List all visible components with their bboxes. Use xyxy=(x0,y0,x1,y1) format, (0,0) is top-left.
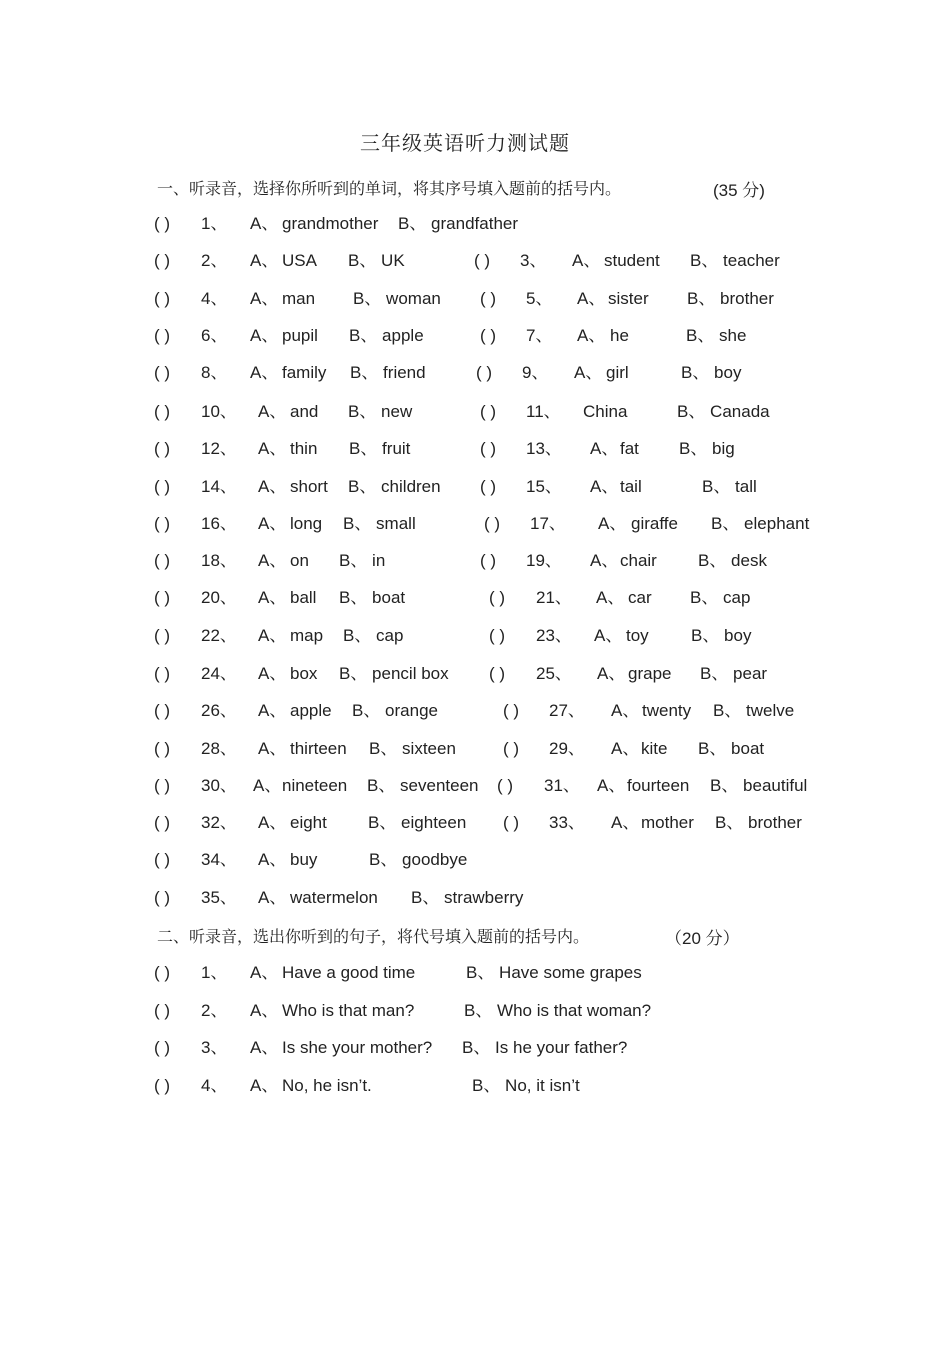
option-a-letter: A、 xyxy=(597,776,626,795)
option-a-text: twenty xyxy=(642,701,692,720)
page-title: 三年级英语听力测试题 xyxy=(360,131,570,155)
answer-bracket: ( ) xyxy=(480,326,497,345)
question-number: 16、 xyxy=(201,514,237,533)
option-a-letter: A、 xyxy=(258,664,287,683)
option-a-text: grape xyxy=(628,664,672,683)
question-number: 33、 xyxy=(549,813,585,832)
option-a-text: box xyxy=(290,664,318,683)
option-b: B、 pear xyxy=(700,664,768,683)
question-number: 32、 xyxy=(201,813,237,832)
option-a-text: chair xyxy=(620,551,657,570)
question-number: 18、 xyxy=(201,551,237,570)
option-b: B、 big xyxy=(679,439,735,458)
option-a-letter: A、 xyxy=(258,739,287,758)
option-b: B、 she xyxy=(686,326,747,345)
question-number: 27、 xyxy=(549,701,585,720)
answer-bracket: ( ) xyxy=(503,739,520,758)
question-number: 29、 xyxy=(549,739,585,758)
option-a-letter: A、 xyxy=(250,326,279,345)
option-a-letter: A、 xyxy=(590,477,619,496)
option-a-text: grandmother xyxy=(282,214,379,233)
option-a-text: he xyxy=(610,326,629,345)
option-b: B、 in xyxy=(339,551,386,570)
option-b: B、 grandfather xyxy=(398,214,519,233)
answer-bracket: ( ) xyxy=(154,776,171,795)
sentence-row xyxy=(0,962,950,986)
option-a-letter: A、 xyxy=(577,289,606,308)
option-a-text: Have a good time xyxy=(282,963,416,982)
answer-bracket: ( ) xyxy=(489,588,506,607)
answer-bracket: ( ) xyxy=(154,289,171,308)
option-b: B、 small xyxy=(343,514,416,533)
answer-bracket: ( ) xyxy=(154,739,171,758)
option-a-text: Is she your mother? xyxy=(282,1038,433,1057)
answer-bracket: ( ) xyxy=(154,1038,171,1057)
option-a-letter: A、 xyxy=(611,739,640,758)
option-a-text: tail xyxy=(620,477,642,496)
option-b: B、 apple xyxy=(349,326,424,345)
option-a-text: giraffe xyxy=(631,514,678,533)
option-a-text: fourteen xyxy=(627,776,690,795)
sentence-row xyxy=(0,1075,950,1099)
answer-bracket: ( ) xyxy=(154,551,171,570)
option-a-text: eight xyxy=(290,813,327,832)
answer-bracket: ( ) xyxy=(154,888,171,907)
option-a-text: man xyxy=(282,289,316,308)
question-row xyxy=(0,362,950,386)
section-1-heading xyxy=(157,176,765,200)
option-b: B、 boat xyxy=(339,588,406,607)
option-a-letter: A、 xyxy=(258,514,287,533)
section-1-score: (35 分) xyxy=(713,181,765,200)
question-number: 4、 xyxy=(201,1076,228,1095)
option-b: B、 tall xyxy=(702,477,757,496)
answer-bracket: ( ) xyxy=(154,514,171,533)
sentence-row xyxy=(0,1000,950,1024)
section-2-score: （20 分） xyxy=(665,929,740,948)
answer-bracket: ( ) xyxy=(154,813,171,832)
answer-bracket: ( ) xyxy=(503,813,520,832)
option-a-text: and xyxy=(290,402,319,421)
question-number: 28、 xyxy=(201,739,237,758)
option-b: B、 brother xyxy=(687,289,774,308)
option-a-text: ball xyxy=(290,588,317,607)
answer-bracket: ( ) xyxy=(480,477,497,496)
section-1-instruction: 一、听录音，选择你所听到的单词，将其序号填入题前的括号内。 xyxy=(157,179,622,198)
option-a-letter: A、 xyxy=(250,1076,279,1095)
answer-bracket: ( ) xyxy=(497,776,514,795)
option-a-text: USA xyxy=(282,251,317,270)
option-b: B、 Canada xyxy=(677,402,770,421)
option-a-letter: A、 xyxy=(258,439,287,458)
option-a-letter: A、 xyxy=(253,776,282,795)
option-b: B、 goodbye xyxy=(369,850,468,869)
section-2-instruction: 二、听录音，选出你听到的句子，将代号填入题前的括号内。 xyxy=(157,927,590,946)
question-number: 12、 xyxy=(201,439,237,458)
question-row xyxy=(0,738,950,762)
option-a: China xyxy=(583,402,628,421)
question-number: 9、 xyxy=(522,363,549,382)
question-row xyxy=(0,550,950,574)
option-a-letter: A、 xyxy=(250,251,279,270)
sentence-row xyxy=(0,1037,950,1061)
question-number: 13、 xyxy=(526,439,562,458)
option-a-text: nineteen xyxy=(282,776,348,795)
answer-bracket: ( ) xyxy=(154,850,171,869)
question-number: 31、 xyxy=(544,776,580,795)
option-a-text: on xyxy=(290,551,309,570)
option-b: B、 eighteen xyxy=(368,813,467,832)
question-number: 1、 xyxy=(201,963,228,982)
answer-bracket: ( ) xyxy=(154,664,171,683)
option-a-text: map xyxy=(290,626,324,645)
answer-bracket: ( ) xyxy=(489,626,506,645)
question-row xyxy=(0,325,950,349)
option-a-letter: A、 xyxy=(572,251,601,270)
option-b: B、 teacher xyxy=(690,251,780,270)
answer-bracket: ( ) xyxy=(503,701,520,720)
question-number: 24、 xyxy=(201,664,237,683)
option-a-letter: A、 xyxy=(250,963,279,982)
option-a-letter: A、 xyxy=(594,626,623,645)
option-b: B、 UK xyxy=(348,251,405,270)
question-number: 23、 xyxy=(536,626,572,645)
option-a-letter: A、 xyxy=(596,588,625,607)
answer-bracket: ( ) xyxy=(154,326,171,345)
question-number: 7、 xyxy=(526,326,553,345)
option-b: B、 woman xyxy=(353,289,441,308)
option-a-letter: A、 xyxy=(590,439,619,458)
question-number: 1、 xyxy=(201,214,228,233)
option-a-letter: A、 xyxy=(258,477,287,496)
question-number: 19、 xyxy=(526,551,562,570)
question-number: 30、 xyxy=(201,776,237,795)
option-b: B、 elephant xyxy=(711,514,810,533)
option-a-letter: A、 xyxy=(258,850,287,869)
option-b: B、 beautiful xyxy=(710,776,808,795)
option-a-text: No, he isn’t. xyxy=(282,1076,372,1095)
question-row xyxy=(0,513,950,537)
answer-bracket: ( ) xyxy=(154,363,171,382)
option-a-text: thin xyxy=(290,439,318,458)
question-number: 20、 xyxy=(201,588,237,607)
option-b: B、 sixteen xyxy=(369,739,456,758)
option-b: B、 boy xyxy=(691,626,752,645)
option-b: B、 twelve xyxy=(713,701,795,720)
option-a-letter: A、 xyxy=(611,701,640,720)
option-a-text: short xyxy=(290,477,328,496)
question-row xyxy=(0,663,950,687)
option-b: B、 Have some grapes xyxy=(466,963,642,982)
option-a-text: girl xyxy=(606,363,629,382)
answer-bracket: ( ) xyxy=(474,251,491,270)
option-a-text: thirteen xyxy=(290,739,347,758)
question-number: 3、 xyxy=(520,251,547,270)
option-a-letter: A、 xyxy=(250,1038,279,1057)
option-b: B、 friend xyxy=(350,363,426,382)
option-a-text: watermelon xyxy=(290,888,378,907)
answer-bracket: ( ) xyxy=(484,514,501,533)
answer-bracket: ( ) xyxy=(154,1076,171,1095)
option-a-text: pupil xyxy=(282,326,318,345)
question-row xyxy=(0,250,950,274)
question-number: 2、 xyxy=(201,1001,228,1020)
answer-bracket: ( ) xyxy=(154,251,171,270)
option-b: B、 new xyxy=(348,402,413,421)
answer-bracket: ( ) xyxy=(154,701,171,720)
option-a-letter: A、 xyxy=(258,626,287,645)
option-a-letter: A、 xyxy=(250,289,279,308)
answer-bracket: ( ) xyxy=(480,439,497,458)
option-a-text: mother xyxy=(641,813,694,832)
option-b: B、 cap xyxy=(343,626,404,645)
option-a-text: sister xyxy=(608,289,649,308)
option-a-text: car xyxy=(628,588,652,607)
option-a-text: toy xyxy=(626,626,649,645)
question-number: 6、 xyxy=(201,326,228,345)
option-a-text: student xyxy=(604,251,660,270)
answer-bracket: ( ) xyxy=(489,664,506,683)
question-row xyxy=(0,775,950,799)
answer-bracket: ( ) xyxy=(480,551,497,570)
option-b: B、 strawberry xyxy=(411,888,524,907)
option-a-letter: A、 xyxy=(250,1001,279,1020)
option-b: B、 brother xyxy=(715,813,802,832)
option-a-text: family xyxy=(282,363,327,382)
option-a-letter: A、 xyxy=(258,551,287,570)
question-row xyxy=(0,438,950,462)
question-number: 14、 xyxy=(201,477,237,496)
option-b: B、 pencil box xyxy=(339,664,449,683)
section-2-heading xyxy=(157,924,740,948)
answer-bracket: ( ) xyxy=(480,402,497,421)
option-a-letter: A、 xyxy=(258,402,287,421)
option-b: B、 boy xyxy=(681,363,742,382)
question-number: 4、 xyxy=(201,289,228,308)
question-number: 10、 xyxy=(201,402,237,421)
question-number: 34、 xyxy=(201,850,237,869)
option-a-letter: A、 xyxy=(590,551,619,570)
answer-bracket: ( ) xyxy=(154,963,171,982)
option-a-letter: A、 xyxy=(598,514,627,533)
option-a-letter: A、 xyxy=(250,363,279,382)
question-row xyxy=(0,587,950,611)
answer-bracket: ( ) xyxy=(154,214,171,233)
answer-bracket: ( ) xyxy=(476,363,493,382)
question-number: 25、 xyxy=(536,664,572,683)
option-b: B、 fruit xyxy=(349,439,411,458)
question-row xyxy=(0,288,950,312)
option-a-letter: A、 xyxy=(577,326,606,345)
option-a-letter: A、 xyxy=(250,214,279,233)
option-a-letter: A、 xyxy=(611,813,640,832)
option-a-text: buy xyxy=(290,850,318,869)
option-b: B、 No, it isn’t xyxy=(472,1076,580,1095)
question-row xyxy=(0,887,950,911)
question-number: 2、 xyxy=(201,251,228,270)
question-number: 21、 xyxy=(536,588,572,607)
question-number: 8、 xyxy=(201,363,228,382)
question-number: 3、 xyxy=(201,1038,228,1057)
question-row xyxy=(0,625,950,649)
question-row xyxy=(0,401,950,425)
question-number: 5、 xyxy=(526,289,553,308)
option-b: B、 children xyxy=(348,477,441,496)
answer-bracket: ( ) xyxy=(154,439,171,458)
question-number: 22、 xyxy=(201,626,237,645)
option-a-letter: A、 xyxy=(597,664,626,683)
option-a-letter: A、 xyxy=(258,888,287,907)
option-a-text: apple xyxy=(290,701,332,720)
question-row xyxy=(0,476,950,500)
option-b: B、 seventeen xyxy=(367,776,479,795)
answer-bracket: ( ) xyxy=(154,402,171,421)
question-row xyxy=(0,849,950,873)
option-b: B、 Who is that woman? xyxy=(464,1001,652,1020)
question-row xyxy=(0,700,950,724)
answer-bracket: ( ) xyxy=(480,289,497,308)
option-a-text: fat xyxy=(620,439,639,458)
option-a-text: Who is that man? xyxy=(282,1001,415,1020)
answer-bracket: ( ) xyxy=(154,1001,171,1020)
option-b: B、 desk xyxy=(698,551,767,570)
question-number: 26、 xyxy=(201,701,237,720)
option-b: B、 Is he your father? xyxy=(462,1038,628,1057)
question-number: 35、 xyxy=(201,888,237,907)
option-a-text: long xyxy=(290,514,323,533)
option-a-letter: A、 xyxy=(574,363,603,382)
question-row xyxy=(0,812,950,836)
option-b: B、 cap xyxy=(690,588,751,607)
question-number: 17、 xyxy=(530,514,566,533)
option-a-text: kite xyxy=(641,739,668,758)
answer-bracket: ( ) xyxy=(154,626,171,645)
answer-bracket: ( ) xyxy=(154,477,171,496)
option-b: B、 boat xyxy=(698,739,765,758)
option-b: B、 orange xyxy=(352,701,438,720)
question-number: 15、 xyxy=(526,477,562,496)
question-row xyxy=(0,213,950,237)
option-a-letter: A、 xyxy=(258,813,287,832)
answer-bracket: ( ) xyxy=(154,588,171,607)
option-a-letter: A、 xyxy=(258,588,287,607)
option-a-letter: A、 xyxy=(258,701,287,720)
question-number: 11、 xyxy=(526,402,561,421)
